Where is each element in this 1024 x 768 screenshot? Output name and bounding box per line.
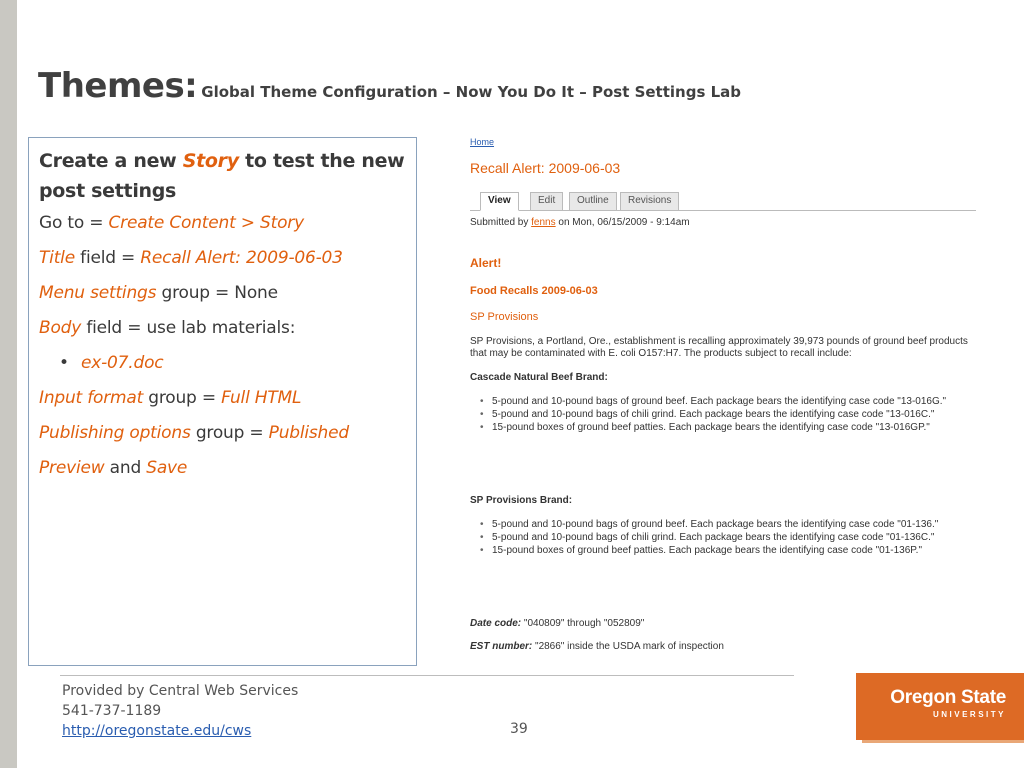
slide-title	[38, 66, 741, 106]
brand1-heading: Cascade Natural Beef Brand:	[470, 372, 608, 383]
heading-text-b: to test the new post settings	[39, 150, 405, 202]
step-goto	[39, 213, 406, 233]
instructions-box	[28, 137, 417, 666]
alert-heading: Alert!	[470, 256, 502, 270]
step-input-format	[39, 388, 406, 408]
title-field-mid: field =	[74, 248, 141, 268]
publishing-mid: group =	[190, 423, 269, 443]
tab-outline[interactable]: Outline	[569, 192, 617, 211]
title-subtitle: Global Theme Configuration – Now You Do It – Post Settings Lab	[201, 83, 742, 101]
footer-link[interactable]: http://oregonstate.edu/cws	[62, 723, 252, 739]
tab-view[interactable]: View	[480, 192, 519, 211]
list-item: • 5-pound and 10-pound bags of chili grind. Each package bears the identifying case code "01-136C."	[480, 532, 970, 544]
date-code-line	[470, 618, 644, 629]
list-item: • 5-pound and 10-pound bags of chili grind. Each package bears the identifying case code "13-016C."	[480, 409, 970, 421]
footer-phone: 541-737-1189	[62, 703, 162, 719]
bullet-icon: •	[59, 353, 69, 373]
input-format-value: Full HTML	[221, 388, 302, 408]
est-label: EST number:	[470, 641, 533, 652]
title-main: Themes:	[38, 66, 198, 106]
logo-text	[856, 687, 1006, 719]
heading-story: Story	[182, 150, 239, 172]
body-label: Body	[39, 318, 82, 338]
page-number: 39	[510, 721, 528, 737]
oregon-state-logo	[856, 673, 1024, 740]
save-label: Save	[146, 458, 188, 478]
step-publishing	[39, 423, 406, 443]
input-format-mid: group =	[143, 388, 222, 408]
footer-divider	[60, 675, 794, 676]
heading-text-a: Create a new	[39, 150, 183, 172]
drupal-screenshot	[462, 134, 982, 664]
breadcrumb-home-link[interactable]: Home	[470, 137, 495, 147]
title-field-value: Recall Alert: 2009-06-03	[140, 248, 343, 268]
submitted-post: on Mon, 06/15/2009 - 9:14am	[555, 217, 690, 228]
publishing-label: Publishing options	[39, 423, 191, 443]
submitted-pre: Submitted by	[470, 217, 532, 228]
logo-sub-text: UNIVERSITY	[932, 710, 1006, 719]
author-link[interactable]: fenns	[531, 217, 556, 228]
est-value: "2866" inside the USDA mark of inspection	[532, 641, 724, 652]
step-menu	[39, 283, 406, 303]
step-title	[39, 248, 406, 268]
brand2-list	[480, 519, 970, 558]
goto-label: Go to =	[39, 213, 109, 233]
brand2-heading: SP Provisions Brand:	[470, 495, 573, 506]
food-recalls-heading: Food Recalls 2009-06-03	[470, 285, 598, 297]
bullet-file-name: ex-07.doc	[81, 353, 164, 373]
brand1-list	[480, 396, 970, 435]
menu-label: Menu settings	[39, 283, 157, 303]
box-heading	[39, 146, 406, 206]
date-code-value: "040809" through "052809"	[521, 618, 645, 629]
list-item: • 5-pound and 10-pound bags of ground beef. Each package bears the identifying case code "13-016G."	[480, 396, 970, 408]
and-text: and	[104, 458, 147, 478]
preview-label: Preview	[39, 458, 105, 478]
footer-provider: Provided by Central Web Services	[62, 683, 299, 699]
left-decorative-bar	[0, 0, 17, 768]
step-body	[39, 318, 406, 338]
body-mid: field = use lab materials:	[81, 318, 296, 338]
tab-revisions[interactable]: Revisions	[620, 192, 679, 211]
node-tabs	[470, 192, 976, 211]
date-code-label: Date code:	[470, 618, 522, 629]
footer	[62, 681, 298, 741]
list-item: • 5-pound and 10-pound bags of ground beef. Each package bears the identifying case code "01-136."	[480, 519, 970, 531]
logo-main-text: Oregon State	[890, 687, 1006, 708]
title-field-label: Title	[39, 248, 75, 268]
step-preview-save	[39, 458, 406, 478]
list-item: • 15-pound boxes of ground beef patties. Each package bears the identifying case code "13-016GP."	[480, 422, 970, 434]
sp-provisions-subheading: SP Provisions	[470, 311, 539, 323]
input-format-label: Input format	[39, 388, 144, 408]
publishing-value: Published	[268, 423, 349, 443]
bullet-file	[59, 353, 406, 373]
list-item: • 15-pound boxes of ground beef patties. Each package bears the identifying case code "01-136P."	[480, 545, 970, 557]
tab-edit[interactable]: Edit	[530, 192, 563, 211]
submitted-line	[470, 217, 690, 228]
est-number-line	[470, 641, 724, 652]
goto-value: Create Content > Story	[108, 213, 304, 233]
recall-paragraph: SP Provisions, a Portland, Ore., establishment is recalling approximately 39,973 pounds of ground beef products that may be contaminated with E. coli O157:H7. The products subject to recall include:	[470, 336, 968, 359]
node-title: Recall Alert: 2009-06-03	[470, 160, 621, 176]
menu-mid: group = None	[156, 283, 278, 303]
